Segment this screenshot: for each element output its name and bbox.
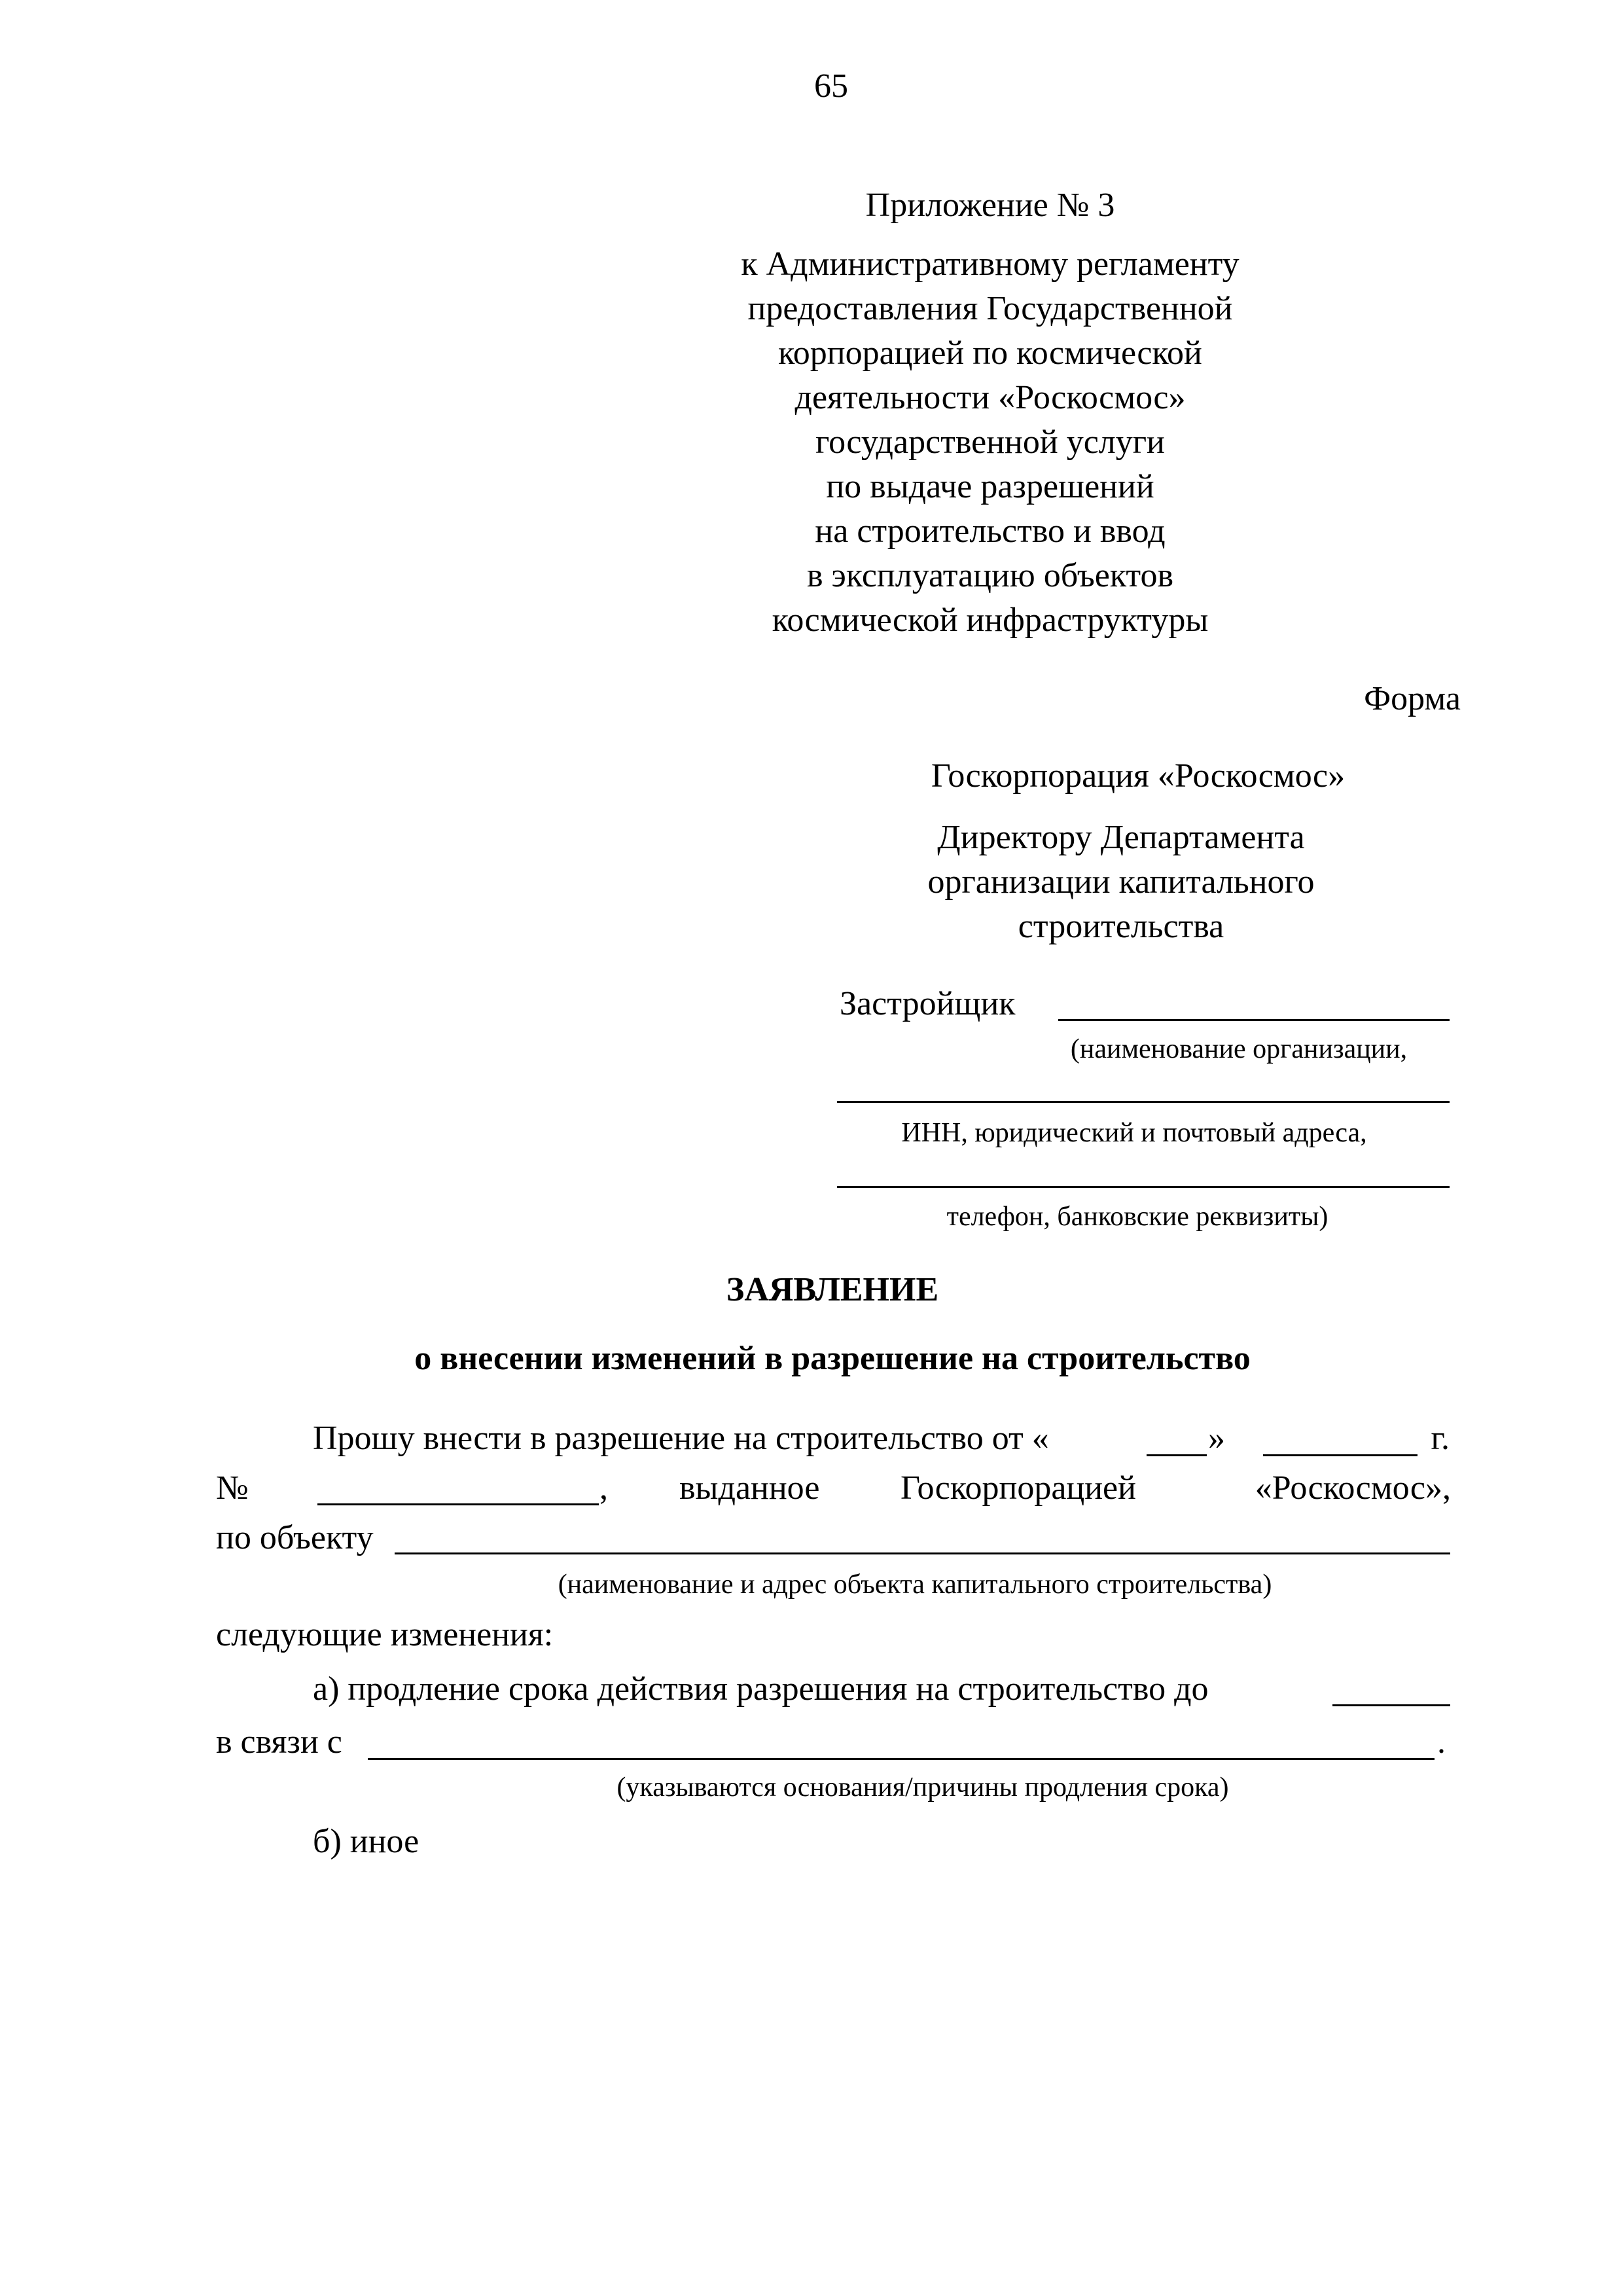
appendix-line: по выдаче разрешений <box>826 468 1154 505</box>
addressee-line: строительства <box>1018 908 1224 945</box>
item-a-reason-line <box>368 1758 1435 1760</box>
addressee-line: организации капитального <box>927 863 1315 901</box>
item-b: б) иное <box>313 1823 419 1860</box>
permit-number-line <box>317 1503 599 1505</box>
number-sign: № <box>216 1469 249 1507</box>
item-a-end: . <box>1437 1723 1446 1761</box>
object-hint: (наименование и адрес объекта капитального строительства) <box>558 1570 1272 1600</box>
developer-label: Застройщик <box>840 985 1016 1022</box>
appendix-line: космической инфраструктуры <box>772 601 1209 639</box>
form-label: Форма <box>1364 680 1461 717</box>
developer-hint-1: (наименование организации, <box>1070 1034 1408 1064</box>
developer-line-3 <box>837 1186 1450 1188</box>
appendix-line: государственной услуги <box>815 423 1165 461</box>
object-line <box>395 1552 1450 1554</box>
request-year: г. <box>1431 1420 1450 1457</box>
developer-hint-3: телефон, банковские реквизиты) <box>946 1202 1329 1232</box>
appendix-line: в эксплуатацию объектов <box>807 557 1173 594</box>
developer-hint-2: ИНН, юридический и почтовый адреса, <box>901 1118 1367 1148</box>
appendix-line: деятельности «Роскосмос» <box>794 379 1186 416</box>
appendix-line: предоставления Государственной <box>747 290 1233 327</box>
statement-subtitle: о внесении изменений в разрешение на строительство <box>414 1340 1251 1377</box>
request-date-line <box>1263 1454 1418 1456</box>
changes-label: следующие изменения: <box>216 1616 554 1653</box>
request-text: Прошу внести в разрешение на строительство от « <box>313 1420 1049 1457</box>
developer-name-line <box>1058 1019 1450 1021</box>
appendix-line: на строительство и ввод <box>815 512 1166 550</box>
appendix-line: к Административному регламенту <box>741 245 1240 283</box>
item-a-date-line <box>1332 1704 1450 1706</box>
request-day-line <box>1147 1454 1207 1456</box>
issuer-word: Госкорпорацией <box>901 1469 1136 1507</box>
developer-line-2 <box>837 1101 1450 1103</box>
item-a-hint: (указываются основания/причины продления срока) <box>616 1772 1229 1803</box>
request-quote-close: » <box>1208 1420 1225 1457</box>
number-comma: , <box>599 1469 608 1507</box>
issued-word: выданное <box>679 1469 820 1507</box>
item-a: а) продление срока действия разрешения на строительство до <box>313 1670 1209 1708</box>
appendix-line: корпорацией по космической <box>778 334 1202 372</box>
object-label: по объекту <box>216 1519 374 1556</box>
item-a-reason: в связи с <box>216 1723 342 1761</box>
page-number: 65 <box>814 67 848 105</box>
appendix-title: Приложение № 3 <box>865 187 1115 224</box>
addressee-line: Директору Департамента <box>937 819 1305 856</box>
addressee-org: Госкорпорация «Роскосмос» <box>931 757 1346 795</box>
issuer-name: «Роскосмос», <box>1255 1469 1451 1507</box>
statement-title: ЗАЯВЛЕНИЕ <box>726 1271 939 1308</box>
